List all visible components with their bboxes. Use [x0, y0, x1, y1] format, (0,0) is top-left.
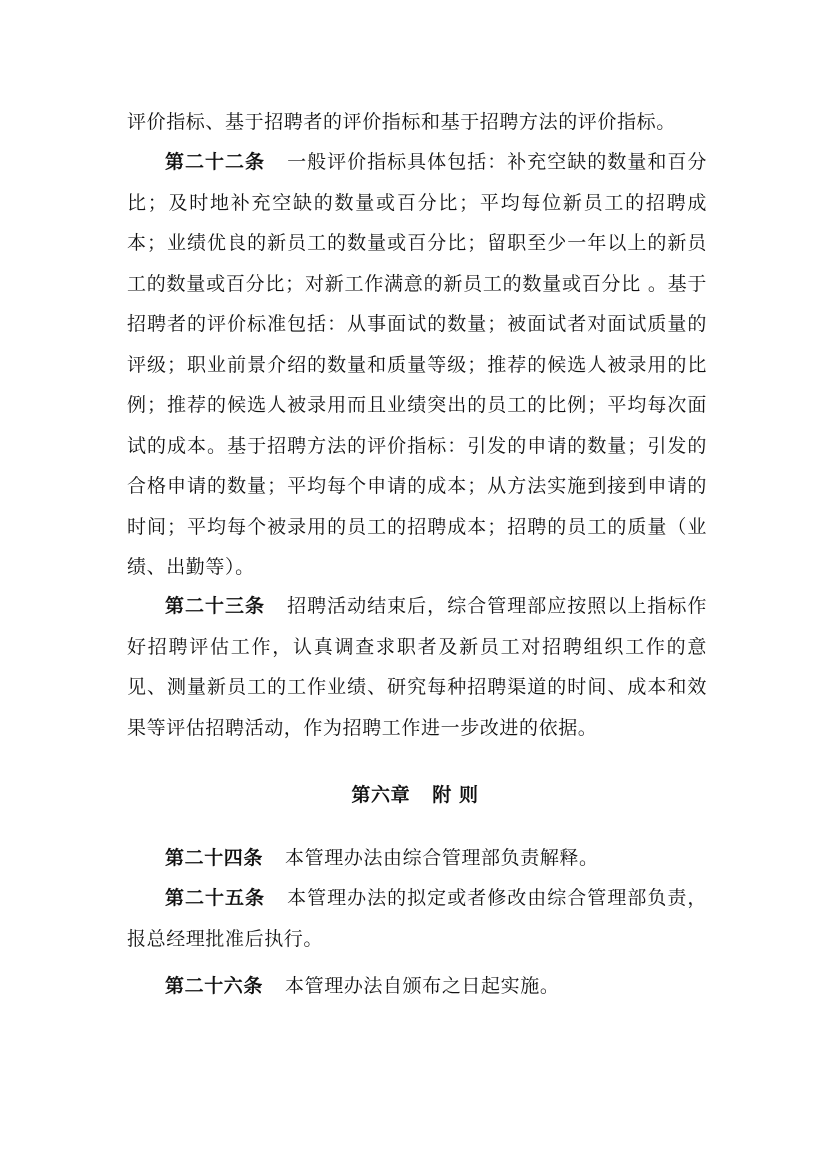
article-22	[127, 142, 707, 588]
article-26	[127, 966, 707, 1007]
article-text: 一般评价指标具体包括：补充空缺的数量和百分比；及时地补充空缺的数量或百分比；平均每位新员工的招聘成本；业绩优良的新员工的数量或百分比；留职至少一年以上的新员工的数量或百分比；对新工作满意的新员工的数量或百分比 。基于招聘者的评价标准包括：从事面试的数量；被面试者对面试质量的评级；职业前景介绍的数量和质量等级；推荐的候选人被录用的比例；推荐的候选人被录用而且业绩突出的员工的比例；平均每次面试的成本。基于招聘方法的评价指标：引发的申请的数量；引发的合格申请的数量；平均每个申请的成本；从方法实施到接到申请的时间；平均每个被录用的员工的招聘成本；招聘的员工的质量（业绩、出勤等）。	[127, 151, 707, 578]
paragraph-text: 评价指标、基于招聘者的评价指标和基于招聘方法的评价指标。	[127, 111, 676, 133]
article-number: 第二十四条	[165, 847, 264, 869]
article-text: 招聘活动结束后，综合管理部应按照以上指标作好招聘评估工作，认真调查求职者及新员工对招聘组织工作的意见、测量新员工的工作业绩、研究每种招聘渠道的时间、成本和效果等评估招聘活动，作为招聘工作进一步改进的依据。	[127, 595, 707, 739]
chapter-title: 附 则	[432, 784, 479, 806]
article-text: 本管理办法由综合管理部负责解释。	[285, 847, 599, 869]
article-24	[127, 838, 707, 879]
article-25	[127, 878, 707, 959]
article-number: 第二十六条	[165, 975, 264, 997]
chapter-number: 第六章	[351, 784, 411, 806]
article-number: 第二十二条	[165, 151, 266, 173]
article-23	[127, 586, 707, 748]
article-number: 第二十五条	[165, 887, 266, 909]
article-text: 本管理办法自颁布之日起实施。	[285, 975, 560, 997]
article-number: 第二十三条	[165, 595, 266, 617]
chapter-heading	[0, 780, 830, 807]
paragraph-continuation	[127, 102, 707, 143]
article-text: 本管理办法的拟定或者修改由综合管理部负责，报总经理批准后执行。	[127, 887, 707, 950]
